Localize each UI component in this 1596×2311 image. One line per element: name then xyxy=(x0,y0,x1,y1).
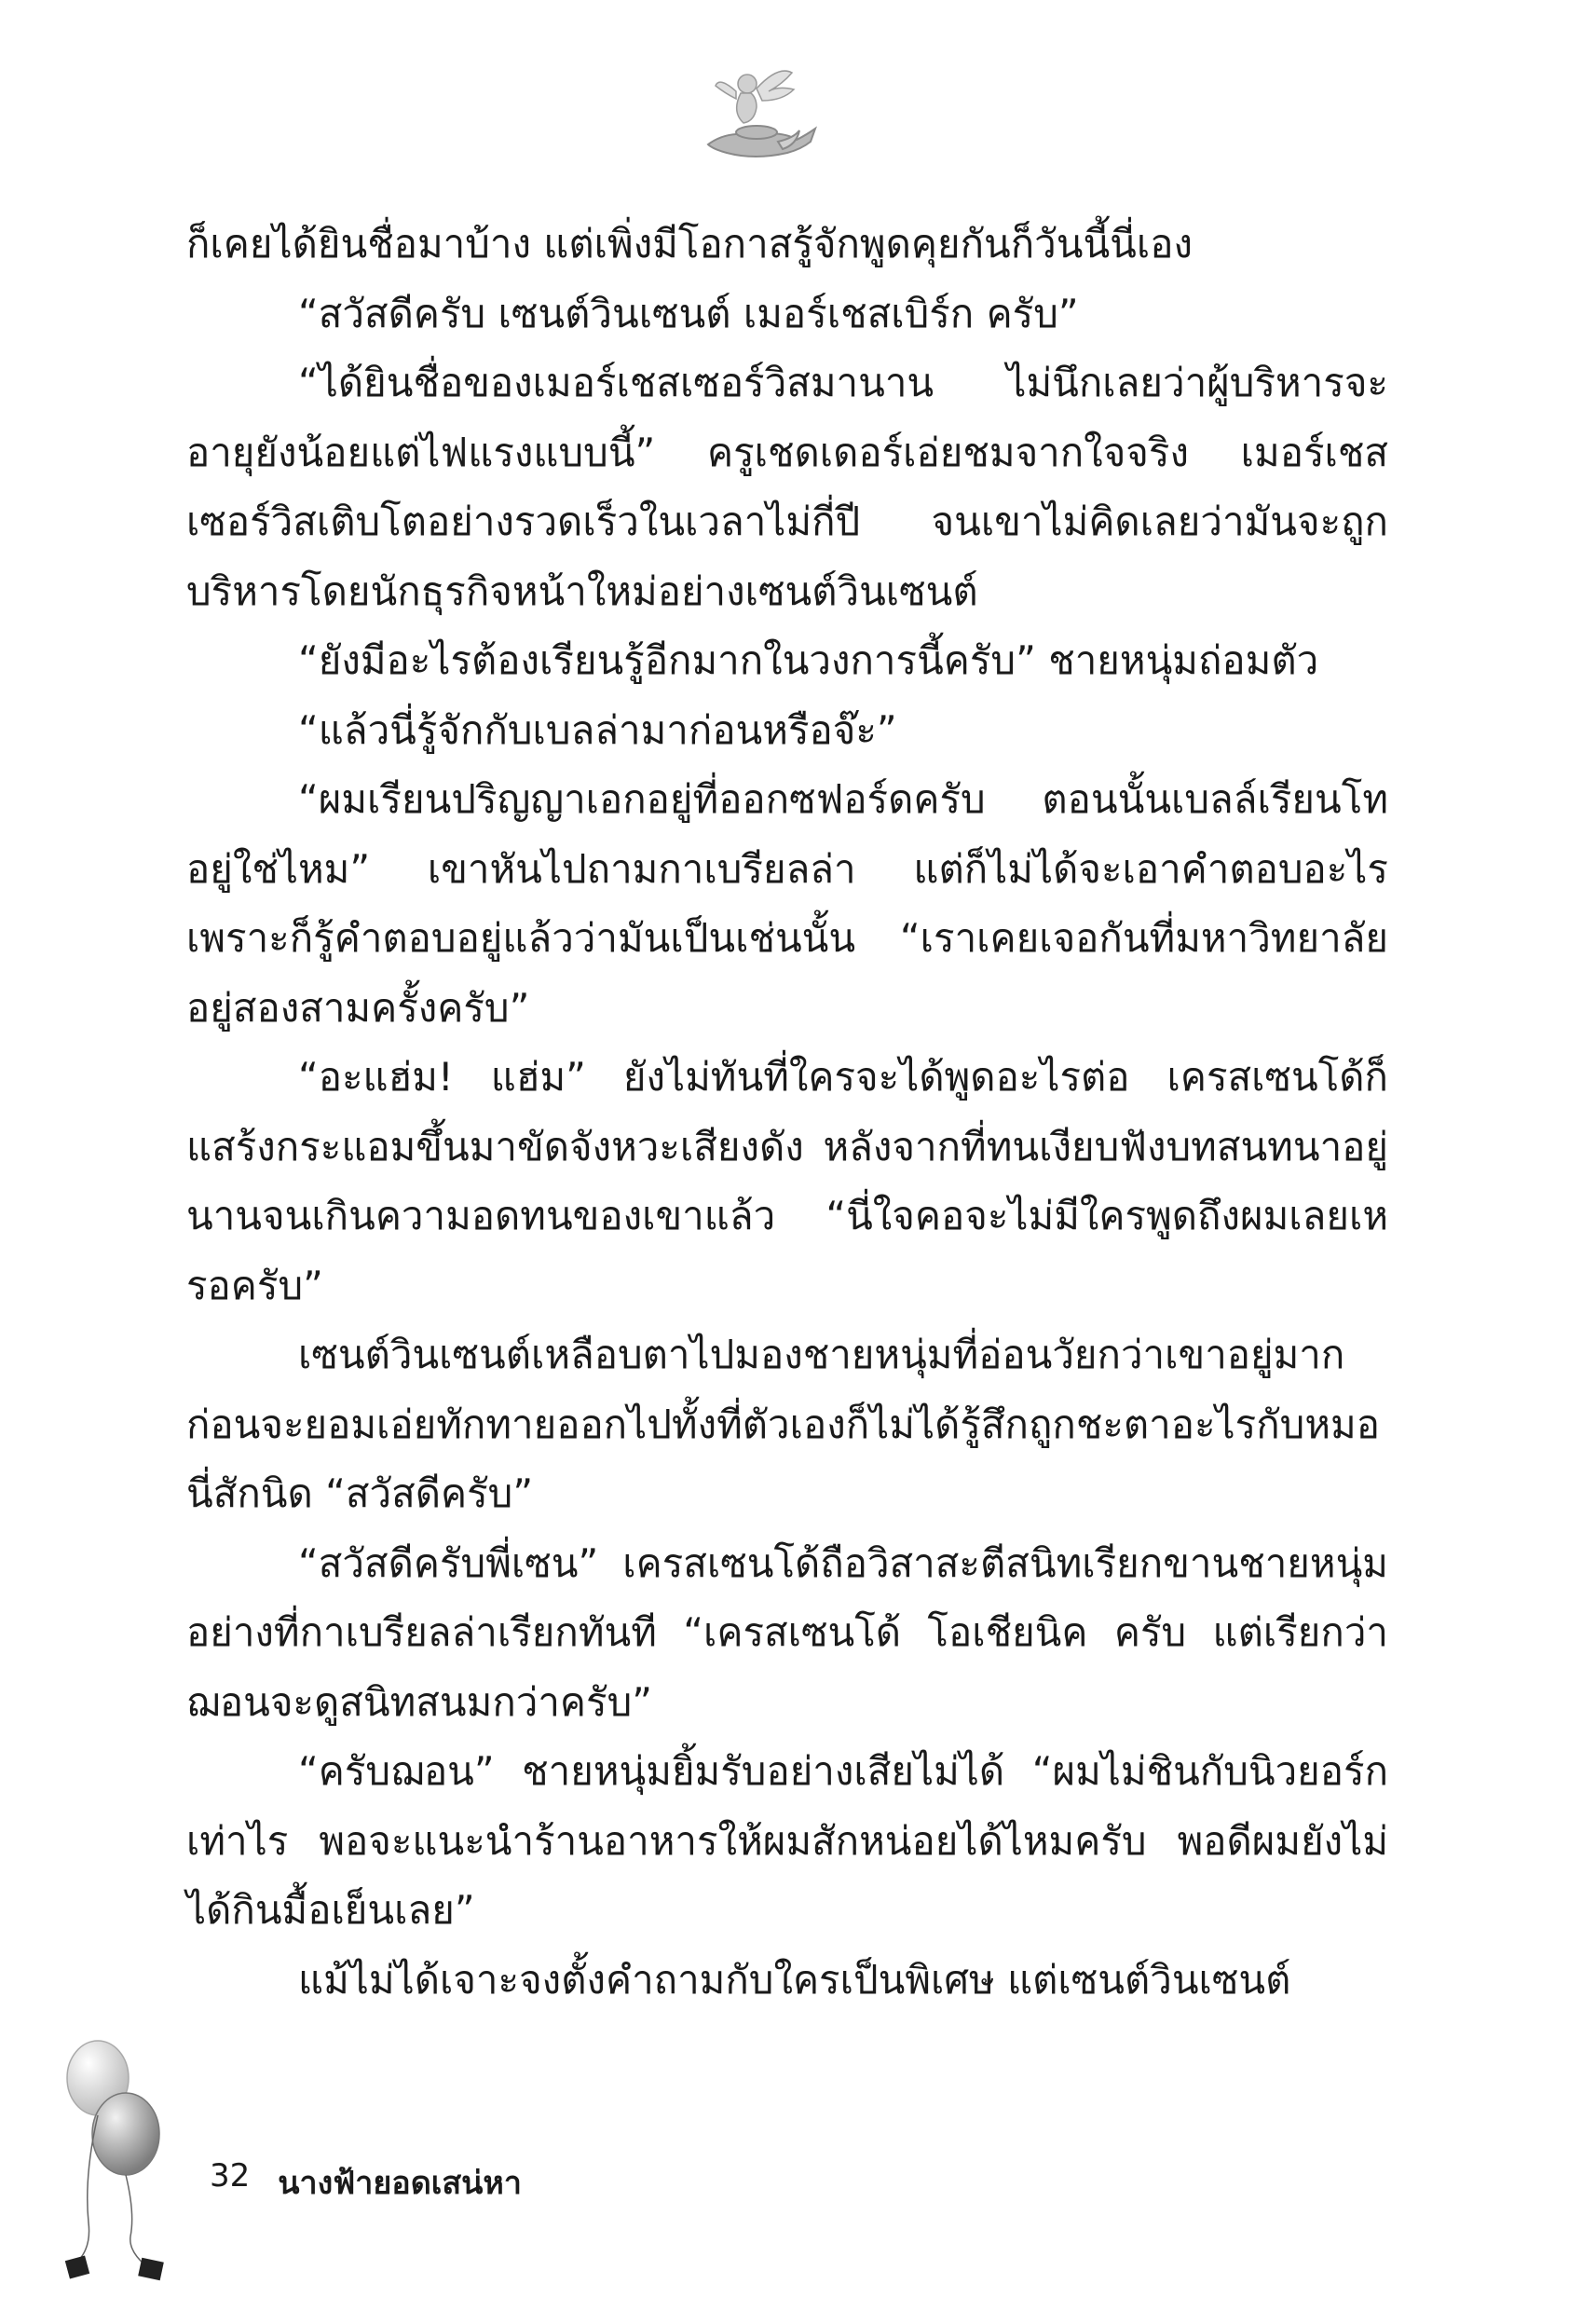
balloons-icon xyxy=(56,2036,196,2288)
paragraph: เซนต์วินเซนต์เหลือบตาไปมองชายหนุ่มที่อ่อนวัยกว่าเขาอยู่มาก ก่อนจะยอมเอ่ยทักทายออกไปทั้งที่ตัวเองก็ไม่ได้รู้สึกถูกชะตาอะไรกับหมอนี่สักนิด “สวัสดีครับ” xyxy=(186,1332,1380,1516)
paragraph: แม้ไม่ได้เจาะจงตั้งคำถามกับใครเป็นพิเศษ แต่เซนต์วินเซนต์ xyxy=(298,1956,1291,2003)
body-text xyxy=(186,210,1388,2015)
paragraph: “ได้ยินชื่อของเมอร์เชสเซอร์วิสมานาน ไม่นึกเลยว่าผู้บริหารจะอายุยังน้อยแต่ไฟแรงแบบนี้” ครูเชดเดอร์เอ่ยชมจากใจจริง เมอร์เชสเซอร์วิสเติบโตอย่างรวดเร็วในเวลาไม่กี่ปี จนเขาไม่คิดเลยว่ามันจะถูกบริหารโดยนักธุรกิจหน้าใหม่อย่างเซนต์วินเซนต์ xyxy=(186,360,1388,614)
page-footer xyxy=(210,2157,522,2208)
page-number: 32 xyxy=(210,2157,251,2195)
paragraph: “ครับฌอน” ชายหนุ่มยิ้มรับอย่างเสียไม่ได้ “ผมไม่ชินกับนิวยอร์กเท่าไร พอจะแนะนำร้านอาหารให้ผมสักหน่อยได้ไหมครับ พอดีผมยังไม่ได้กินมื้อเย็นเลย” xyxy=(186,1748,1388,1933)
paragraph: “แล้วนี่รู้จักกับเบลล่ามาก่อนหรือจ๊ะ” xyxy=(298,706,897,753)
angel-teapot-ornament-icon xyxy=(689,56,829,168)
paragraph: “อะแฮ่ม! แฮ่ม” ยังไม่ทันที่ใครจะได้พูดอะไรต่อ เครสเซนโด้ก็แสร้งกระแอมขึ้นมาขัดจังหวะเสียงดัง หลังจากที่ทนเงียบฟังบทสนทนาอยู่นานจนเกินความอดทนของเขาแล้ว “นี่ใจคอจะไม่มีใครพูดถึงผมเลยเหรอครับ” xyxy=(186,1054,1388,1308)
paragraph: “ผมเรียนปริญญาเอกอยู่ที่ออกซฟอร์ดครับ ตอนนั้นเบลล์เรียนโทอยู่ใช่ไหม” เขาหันไปถามกาเบรียลล่า แต่ก็ไม่ได้จะเอาคำตอบอะไร เพราะก็รู้คำตอบอยู่แล้วว่ามันเป็นเช่นนั้น “เราเคยเจอกันที่มหาวิทยาลัยอยู่สองสามครั้งครับ” xyxy=(186,776,1388,1031)
book-title: นางฟ้ายอดเสน่หา xyxy=(278,2165,522,2202)
paragraph: ก็เคยได้ยินชื่อมาบ้าง แต่เพิ่งมีโอกาสรู้จักพูดคุยกันก็วันนี้นี่เอง xyxy=(186,221,1193,267)
paragraph: “สวัสดีครับพี่เซน” เครสเซนโด้ถือวิสาสะตีสนิทเรียกขานชายหนุ่มอย่างที่กาเบรียลล่าเรียกทันที “เครสเซนโด้ โอเชียนิค ครับ แต่เรียกว่าฌอนจะดูสนิทสนมกว่าครับ” xyxy=(186,1539,1388,1725)
paragraph: “ยังมีอะไรต้องเรียนรู้อีกมากในวงการนี้ครับ” ชายหนุ่มถ่อมตัว xyxy=(298,637,1319,683)
paragraph: “สวัสดีครับ เซนต์วินเซนต์ เมอร์เชสเบิร์ก ครับ” xyxy=(298,290,1079,336)
